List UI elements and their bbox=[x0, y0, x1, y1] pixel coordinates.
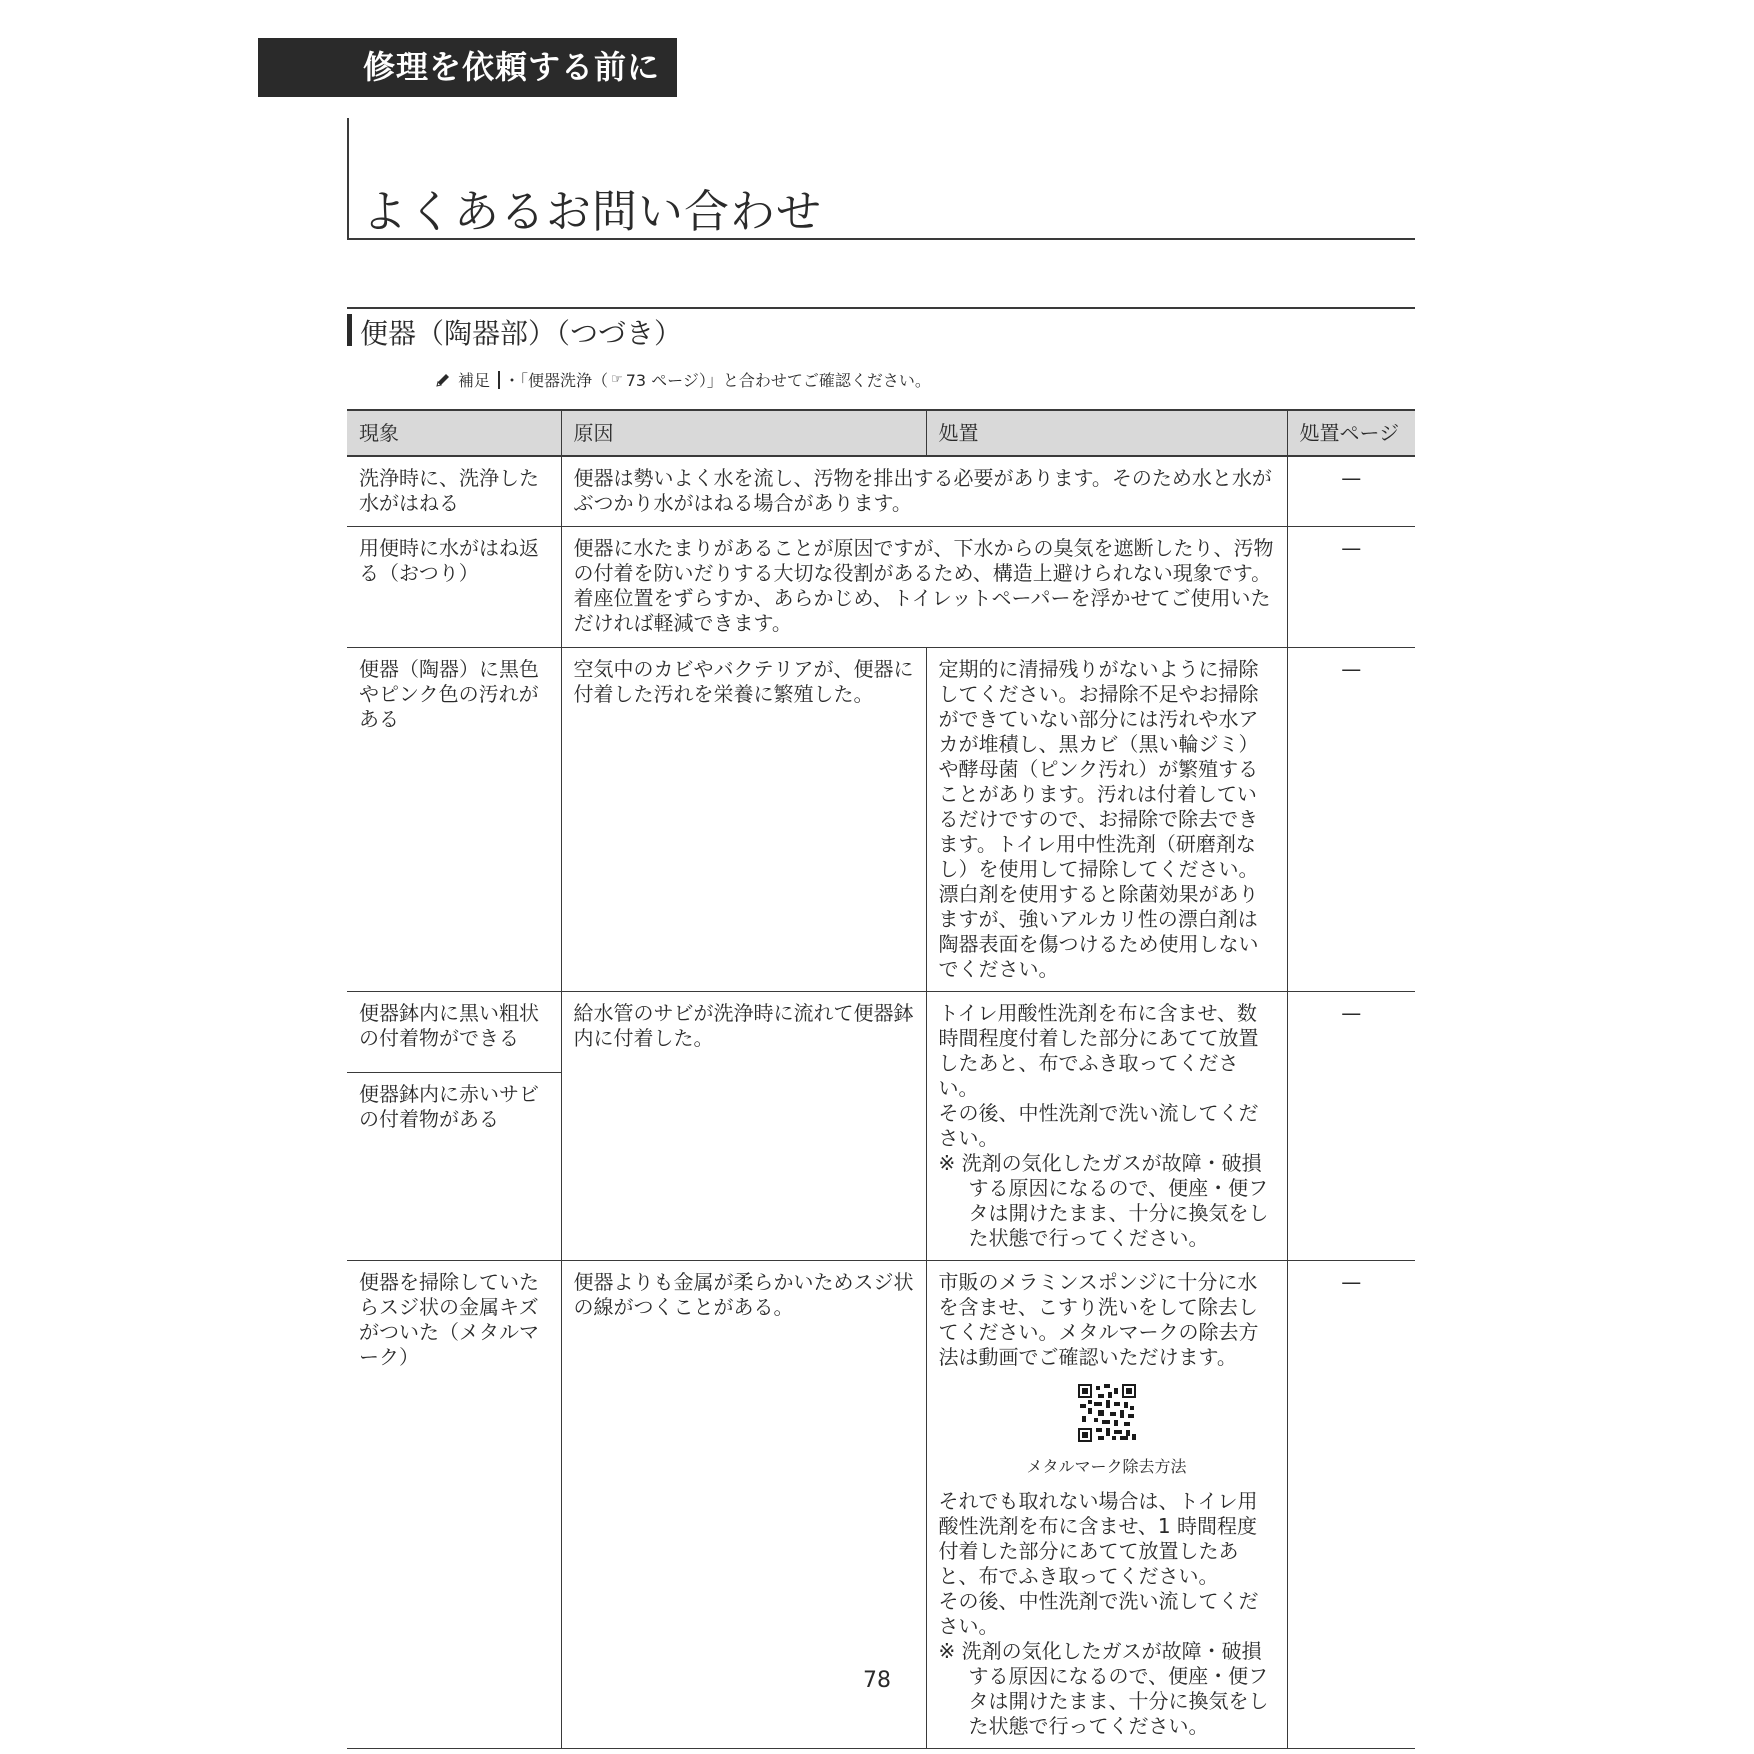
subsection-marker bbox=[347, 314, 352, 346]
faq-table bbox=[347, 409, 1415, 1749]
action-cell bbox=[926, 991, 1287, 1260]
caution-note: ※ 洗剤の気化したガスが故障・破損する原因になるので、便座・便フタは開けたまま、十分に換気をした状態で行ってください。 bbox=[938, 1638, 1269, 1738]
symptom-cell: 便器鉢内に赤いサビの付着物がある bbox=[347, 1073, 561, 1260]
action-page-cell: — bbox=[1287, 456, 1415, 526]
supplement-note bbox=[434, 368, 931, 391]
action-page-cell: — bbox=[1287, 991, 1415, 1260]
subsection-title: 便器（陶器部）（つづき） bbox=[360, 317, 683, 350]
cause-cell: 便器よりも金属が柔らかいためスジ状の線がつくことがある。 bbox=[561, 1260, 926, 1748]
section-tab: 修理を依頼する前に bbox=[258, 38, 677, 97]
note-text-post: ）」と合わせてご確認ください。 bbox=[698, 371, 931, 390]
action-page-cell: — bbox=[1287, 647, 1415, 991]
title-horizontal-rule bbox=[347, 238, 1415, 240]
header-symptom: 現象 bbox=[347, 410, 561, 456]
symptom-cell: 用便時に水がはね返る（おつり） bbox=[347, 526, 561, 647]
action-page-cell: — bbox=[1287, 526, 1415, 647]
note-text-pre: ・「便器洗浄（ bbox=[504, 371, 609, 390]
action-text-3: その後、中性洗剤で洗い流してください。 bbox=[938, 1588, 1259, 1638]
symptom-cell: 便器鉢内に黒い粗状の付着物ができる bbox=[347, 991, 561, 1073]
page-reference-icon: ☞ bbox=[611, 372, 623, 387]
caution-note: ※ 洗剤の気化したガスが故障・破損する原因になるので、便座・便フタは開けたまま、十分に換気をした状態で行ってください。 bbox=[938, 1150, 1269, 1250]
action-page-cell: — bbox=[1287, 1260, 1415, 1748]
cause-cell: 便器に水たまりがあることが原因ですが、下水からの臭気を遮断したり、汚物の付着を防いだりする大切な役割があるため、構造上避けられない現象です。着座位置をずらすか、あらかじめ、トイレットペーパーを浮かせてご使用いただければ軽減できます。 bbox=[561, 526, 1287, 647]
page-number: 78 bbox=[863, 1668, 891, 1693]
note-separator bbox=[498, 371, 500, 389]
table-row bbox=[347, 991, 1415, 1073]
action-text: トイレ用酸性洗剤を布に含ませ、数時間程度付着した部分にあてて放置したあと、布でふき取ってください。 bbox=[938, 1000, 1259, 1100]
cause-cell: 給水管のサビが洗浄時に流れて便器鉢内に付着した。 bbox=[561, 991, 926, 1260]
table-header-row bbox=[347, 410, 1415, 456]
cause-cell: 便器は勢いよく水を流し、汚物を排出する必要があります。そのため水と水がぶつかり水がはねる場合があります。 bbox=[561, 456, 1287, 526]
header-action: 処置 bbox=[926, 410, 1287, 456]
qr-code[interactable] bbox=[939, 1384, 1275, 1448]
action-cell: 定期的に清掃残りがないように掃除してください。お掃除不足やお掃除ができていない部分には汚れや水アカが堆積し、黒カビ（黒い輪ジミ）や酵母菌（ピンク汚れ）が繁殖することがあります。汚れは付着しているだけですので、お掃除で除去できます。トイレ用中性洗剤（研磨剤なし）を使用して掃除してください。漂白剤を使用すると除菌効果がありますが、強いアルカリ性の漂白剤は陶器表面を傷つけるため使用しないでください。 bbox=[926, 647, 1287, 991]
qr-code-icon bbox=[1078, 1384, 1136, 1442]
symptom-cell: 洗浄時に、洗浄した水がはねる bbox=[347, 456, 561, 526]
table-row bbox=[347, 456, 1415, 526]
action-text-2: それでも取れない場合は、トイレ用酸性洗剤を布に含ませ、1 時間程度付着した部分にあてて放置したあと、布でふき取ってください。 bbox=[938, 1488, 1258, 1588]
note-label: 補足 bbox=[458, 371, 491, 390]
qr-caption: メタルマーク除去方法 bbox=[1026, 1456, 1187, 1476]
table-row bbox=[347, 647, 1415, 991]
page-title: よくあるお問い合わせ bbox=[362, 185, 823, 238]
header-action-page: 処置ページ bbox=[1287, 410, 1415, 456]
subsection-rule bbox=[347, 307, 1415, 309]
action-text-2: その後、中性洗剤で洗い流してください。 bbox=[938, 1100, 1259, 1150]
pencil-icon bbox=[434, 371, 452, 389]
title-vertical-rule bbox=[347, 118, 349, 240]
action-text: 市販のメラミンスポンジに十分に水を含ませ、こすり洗いをして除去してください。メタルマークの除去方法は動画でご確認いただけます。 bbox=[938, 1269, 1259, 1369]
symptom-cell: 便器を掃除していたらスジ状の金属キズがついた（メタルマーク） bbox=[347, 1260, 561, 1748]
table-row bbox=[347, 526, 1415, 647]
header-cause: 原因 bbox=[561, 410, 926, 456]
cause-cell: 空気中のカビやバクテリアが、便器に付着した汚れを栄養に繁殖した。 bbox=[561, 647, 926, 991]
symptom-cell: 便器（陶器）に黒色やピンク色の汚れがある bbox=[347, 647, 561, 991]
note-reference-link[interactable]: 73 ページ bbox=[625, 371, 699, 390]
